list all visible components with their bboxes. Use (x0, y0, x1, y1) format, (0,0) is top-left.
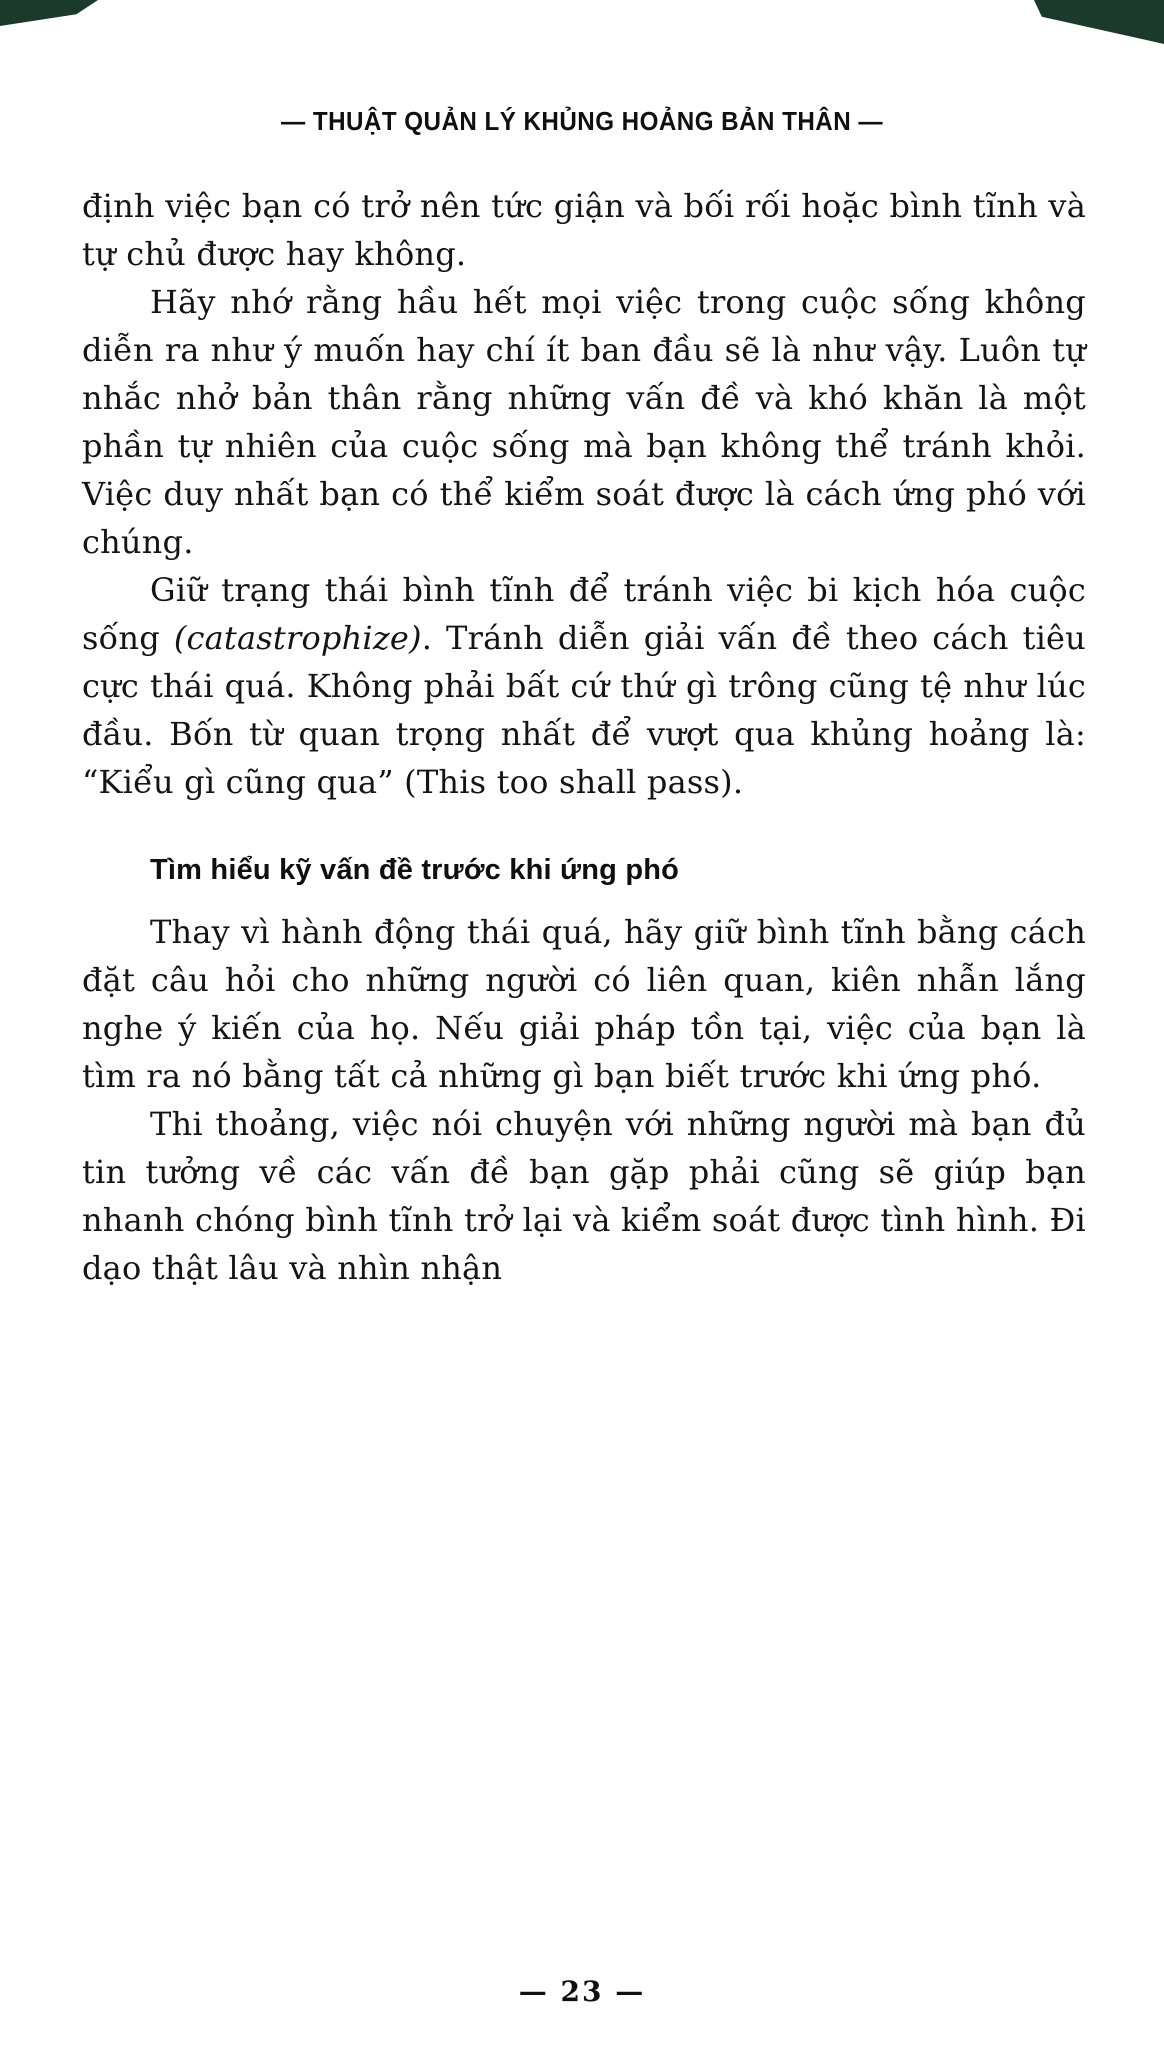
paragraph-with-italic (82, 566, 1086, 806)
italic-term: (catastrophize) (173, 619, 422, 657)
page-body (82, 182, 1086, 1292)
section-subheading: Tìm hiểu kỹ vấn đề trước khi ứng phó (150, 854, 680, 886)
paragraph-continuation: định việc bạn có trở nên tức giận và bối rối hoặc bình tĩnh và tự chủ được hay không. (82, 187, 1086, 273)
scan-artifact-top-left (0, 0, 98, 26)
paragraph: Thay vì hành động thái quá, hãy giữ bình tĩnh bằng cách đặt câu hỏi cho những người có liên quan, kiên nhẫn lắng nghe ý kiến của họ. Nếu giải pháp tồn tại, việc của bạn là tìm ra nó bằng tất cả những gì bạn biết trước khi ứng phó. (82, 913, 1086, 1095)
paragraph-text: . Tránh diễn giải vấn đề theo cách tiêu cực thái quá. Không phải bất cứ thứ gì trông cũng tệ như lúc đầu. Bốn từ quan trọng nhất để vượt qua khủng hoảng là: “Kiểu gì cũng qua” (This too shall pass). (82, 619, 1086, 801)
page-number: — 23 — (518, 1975, 646, 2008)
paragraph-text: Giữ trạng thái bình tĩnh để tránh việc bi kịch hóa cuộc sống (82, 571, 1086, 657)
paragraph: Thi thoảng, việc nói chuyện với những người mà bạn đủ tin tưởng về các vấn đề bạn gặp phải cũng sẽ giúp bạn nhanh chóng bình tĩnh trở lại và kiểm soát được tình hình. Đi dạo thật lâu và nhìn nhận (82, 1105, 1086, 1287)
running-header: — THUẬT QUẢN LÝ KHỦNG HOẢNG BẢN THÂN — (280, 106, 884, 136)
paragraph: Hãy nhớ rằng hầu hết mọi việc trong cuộc sống không diễn ra như ý muốn hay chí ít ban đầu sẽ là như vậy. Luôn tự nhắc nhở bản thân rằng những vấn đề và khó khăn là một phần tự nhiên của cuộc sống mà bạn không thể tránh khỏi. Việc duy nhất bạn có thể kiểm soát được là cách ứng phó với chúng. (82, 283, 1086, 561)
scan-artifact-top-right (1034, 0, 1164, 44)
